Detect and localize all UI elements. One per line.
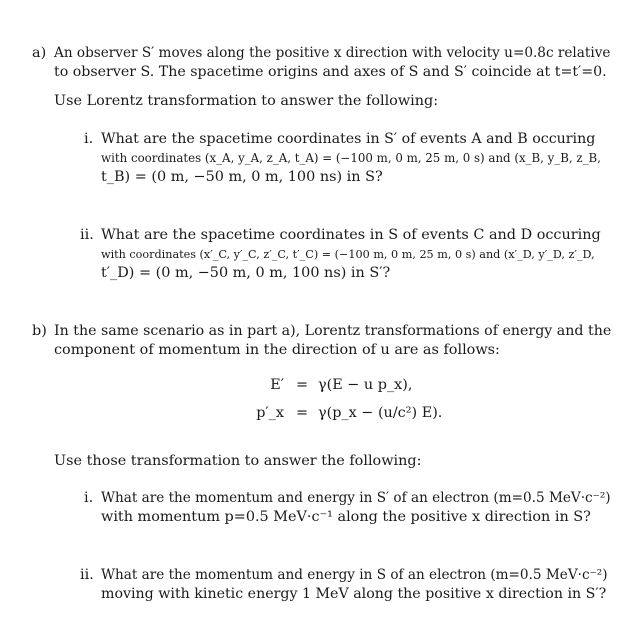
part-a-item-i-line3: t_B) = (0 m, −50 m, 0 m, 100 ns) in S? xyxy=(101,169,383,185)
part-a-intro-line1: An observer S′ moves along the positive x direction with velocity u=0.8c relative xyxy=(54,45,611,61)
part-b-label: b) xyxy=(32,323,47,339)
part-b-item-i-line2: with momentum p=0.5 MeV·c⁻¹ along the positive x direction in S? xyxy=(101,509,591,525)
part-a-item-ii-line2: with coordinates (x′_C, y′_C, z′_C, t′_C) = (−100 m, 0 m, 25 m, 0 s) and (x′_D, y′_D, z′_D, xyxy=(101,248,595,261)
part-a-item-i-line1: What are the spacetime coordinates in S′ of events A and B occuring xyxy=(101,131,596,147)
equation-2-lhs: p′_x xyxy=(256,405,284,421)
equation-1-equals: = xyxy=(296,377,309,393)
equation-1-lhs: E′ xyxy=(270,377,284,393)
part-b-item-i-line1: What are the momentum and energy in S′ of an electron (m=0.5 MeV·c⁻²) xyxy=(101,490,611,506)
part-a-item-i xyxy=(101,130,601,187)
part-b-item-ii xyxy=(101,566,611,604)
part-a-instruction: Use Lorentz transformation to answer the following: xyxy=(54,93,439,109)
part-a-item-i-line2: with coordinates (x_A, y_A, z_A, t_A) = (−100 m, 0 m, 25 m, 0 s) and (x_B, y_B, z_B, xyxy=(101,151,601,165)
part-b-item-ii-label: ii. xyxy=(80,567,94,583)
part-b-intro-line1: In the same scenario as in part a), Lorentz transformations of energy and the xyxy=(54,323,612,339)
part-a-item-i-label: i. xyxy=(84,131,94,147)
part-b-item-ii-line1: What are the momentum and energy in S of an electron (m=0.5 MeV·c⁻²) xyxy=(101,567,608,583)
part-b-item-ii-line2: moving with kinetic energy 1 MeV along the positive x direction in S′? xyxy=(101,586,607,602)
part-a-item-ii-line1: What are the spacetime coordinates in S of events C and D occuring xyxy=(101,227,601,243)
part-a-label: a) xyxy=(32,45,47,61)
part-a-intro-line2: to observer S. The spacetime origins and axes of S and S′ coincide at t=t′=0. xyxy=(54,64,607,80)
equation-2-rhs: γ(p_x − (u/c²) E). xyxy=(318,405,443,421)
equation-2-equals: = xyxy=(296,405,309,421)
part-b-instruction: Use those transformation to answer the following: xyxy=(54,453,422,469)
part-a-item-ii-label: ii. xyxy=(80,227,94,243)
part-a-intro xyxy=(54,44,614,82)
equation-1-rhs: γ(E − u p_x), xyxy=(318,377,413,393)
part-b-intro-line2: component of momentum in the direction of u are as follows: xyxy=(54,342,500,358)
part-b-item-i xyxy=(101,489,611,527)
part-b-intro xyxy=(54,322,614,360)
part-a-item-ii xyxy=(101,226,601,283)
part-a-item-ii-line3: t′_D) = (0 m, −50 m, 0 m, 100 ns) in S′? xyxy=(101,265,391,281)
part-b-item-i-label: i. xyxy=(84,490,94,506)
